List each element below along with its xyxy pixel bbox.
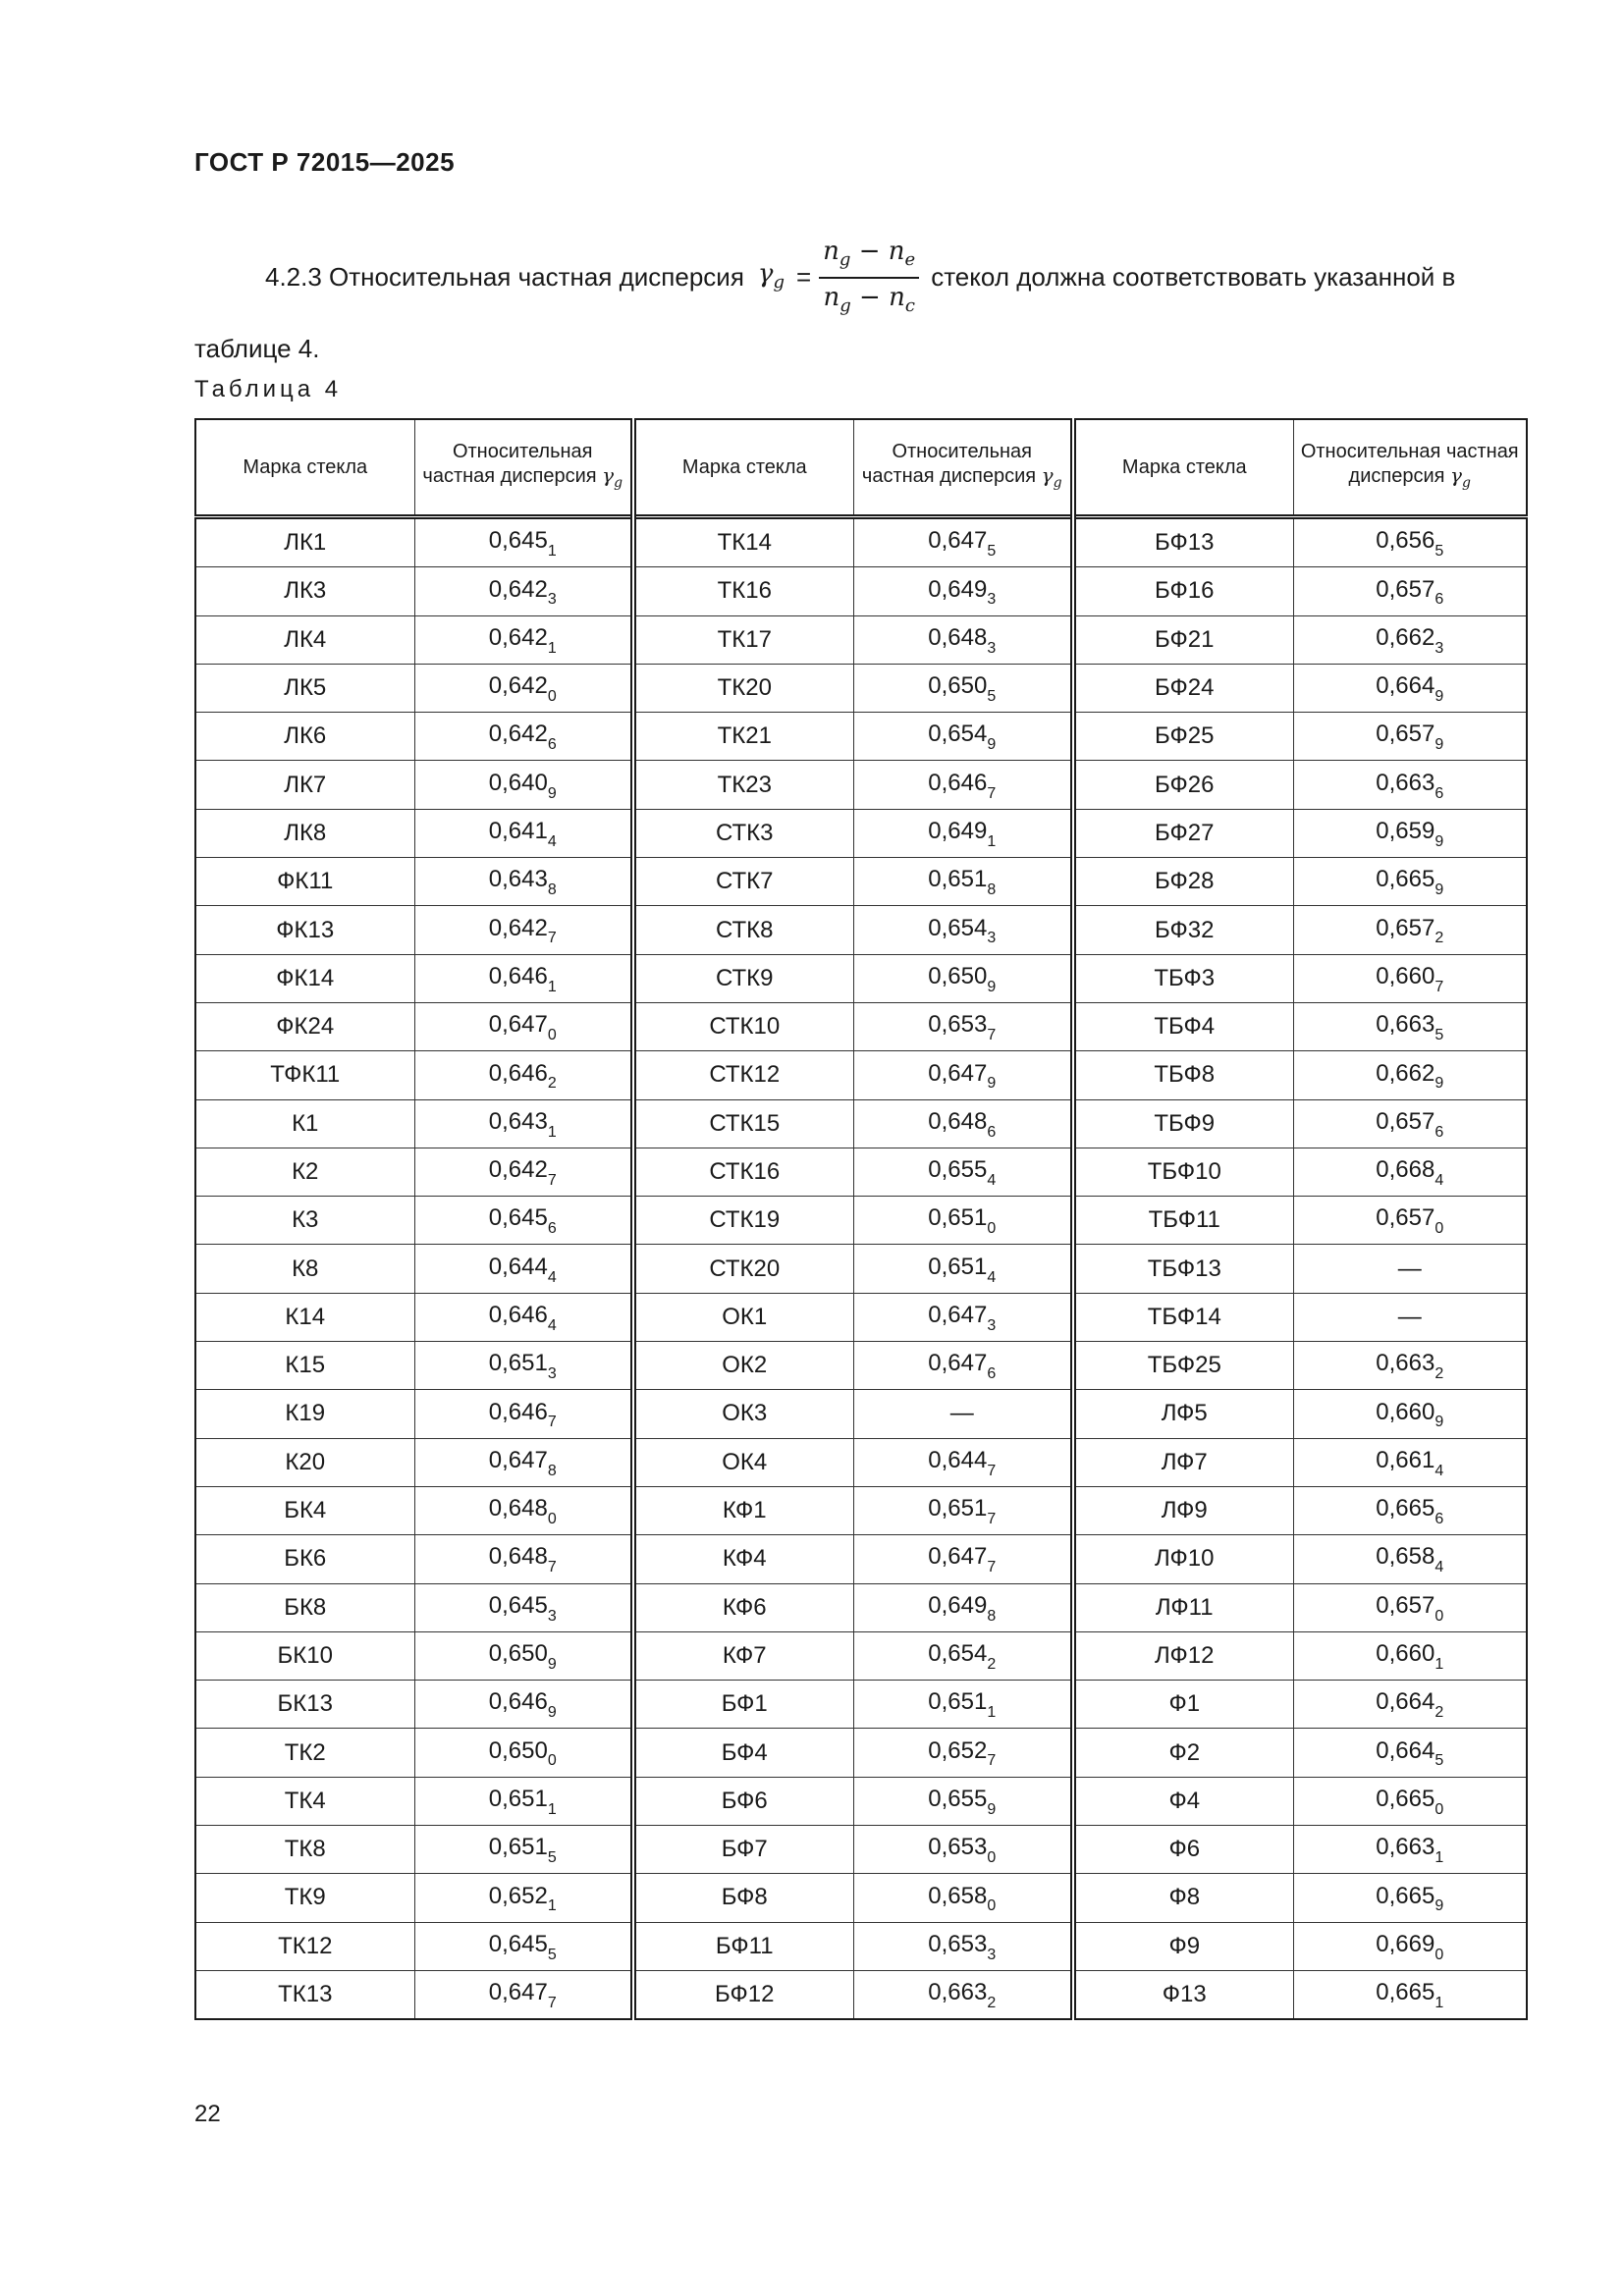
glass-mark-cell: БФ12 — [633, 1970, 853, 2019]
glass-mark-cell: ТБФ13 — [1073, 1245, 1293, 1293]
table-row — [195, 954, 1527, 1002]
dispersion-value-cell: $0,665_1$ — [1293, 1970, 1527, 2019]
dispersion-value-cell: $0,665_9$ — [1293, 858, 1527, 906]
dispersion-value-cell: — — [1293, 1293, 1527, 1341]
dispersion-value-cell: $0,645_5$ — [414, 1922, 633, 1970]
glass-mark-cell: К19 — [195, 1390, 414, 1438]
glass-mark-cell: ОК4 — [633, 1438, 853, 1486]
glass-mark-cell: К14 — [195, 1293, 414, 1341]
glass-mark-cell: БФ25 — [1073, 713, 1293, 761]
glass-mark-cell: СТК7 — [633, 858, 853, 906]
dispersion-value-cell: $0,664_2$ — [1293, 1681, 1527, 1729]
dispersion-value-cell: $0,647_0$ — [414, 1002, 633, 1050]
paragraph-4-2-3 — [194, 230, 1532, 361]
dispersion-value-cell: $0,669_0$ — [1293, 1922, 1527, 1970]
glass-mark-cell: ТБФ9 — [1073, 1099, 1293, 1148]
dispersion-value-cell: $0,647_8$ — [414, 1438, 633, 1486]
glass-mark-cell: ТФК11 — [195, 1051, 414, 1099]
glass-mark-cell: Ф9 — [1073, 1922, 1293, 1970]
dispersion-value-cell: $0,650_9$ — [414, 1631, 633, 1680]
table-row — [195, 1970, 1527, 2019]
dispersion-value-cell: $0,668_4$ — [1293, 1148, 1527, 1196]
equals-sign: = — [795, 262, 812, 292]
glass-mark-cell: К3 — [195, 1197, 414, 1245]
glass-mark-cell: СТК16 — [633, 1148, 853, 1196]
glass-mark-cell: ТК2 — [195, 1729, 414, 1777]
glass-mark-cell: ФК13 — [195, 906, 414, 954]
table-body — [195, 517, 1527, 2020]
dispersion-value-cell: $0,651_8$ — [853, 858, 1073, 906]
dispersion-value-cell: $0,646_4$ — [414, 1293, 633, 1341]
glass-mark-cell: ЛК6 — [195, 713, 414, 761]
glass-mark-cell: ТК23 — [633, 761, 853, 809]
dispersion-value-cell: $0,665_9$ — [1293, 1874, 1527, 1922]
glass-mark-cell: ТК14 — [633, 517, 853, 567]
glass-mark-cell: ЛК8 — [195, 809, 414, 857]
glass-mark-cell: ЛК1 — [195, 517, 414, 567]
glass-mark-cell: ЛФ11 — [1073, 1583, 1293, 1631]
glass-mark-cell: БФ32 — [1073, 906, 1293, 954]
glass-mark-cell: ТК17 — [633, 615, 853, 664]
glass-mark-cell: ОК2 — [633, 1342, 853, 1390]
dispersion-value-cell: $0,655_4$ — [853, 1148, 1073, 1196]
table-row — [195, 1631, 1527, 1680]
glass-mark-cell: ТК13 — [195, 1970, 414, 2019]
dispersion-value-cell: $0,659_9$ — [1293, 809, 1527, 857]
glass-mark-cell: СТК10 — [633, 1002, 853, 1050]
dispersion-value-cell: $0,641_4$ — [414, 809, 633, 857]
table-row — [195, 1535, 1527, 1583]
dispersion-value-cell: $0,647_6$ — [853, 1342, 1073, 1390]
dispersion-value-cell: $0,642_0$ — [414, 664, 633, 712]
glass-mark-cell: БК8 — [195, 1583, 414, 1631]
dispersion-value-cell: $0,649_8$ — [853, 1583, 1073, 1631]
dispersion-value-cell: $0,653_3$ — [853, 1922, 1073, 1970]
table-row — [195, 517, 1527, 567]
glass-mark-cell: БК4 — [195, 1486, 414, 1534]
dispersion-value-cell: $0,651_0$ — [853, 1197, 1073, 1245]
glass-mark-cell: КФ1 — [633, 1486, 853, 1534]
table-row — [195, 1826, 1527, 1874]
glass-mark-cell: ТК21 — [633, 713, 853, 761]
document-header: ГОСТ Р 72015—2025 — [194, 147, 456, 177]
table-row — [195, 858, 1527, 906]
dispersion-value-cell: — — [1293, 1245, 1527, 1293]
header-glass-mark: Марка стекла — [633, 419, 853, 517]
dispersion-value-cell: $0,662_9$ — [1293, 1051, 1527, 1099]
dispersion-value-cell: $0,654_9$ — [853, 713, 1073, 761]
dispersion-value-cell: $0,663_5$ — [1293, 1002, 1527, 1050]
dispersion-table — [194, 418, 1528, 2020]
dispersion-value-cell: $0,644_7$ — [853, 1438, 1073, 1486]
table-row — [195, 1099, 1527, 1148]
dispersion-value-cell: $0,657_2$ — [1293, 906, 1527, 954]
table-row — [195, 1874, 1527, 1922]
glass-mark-cell: К8 — [195, 1245, 414, 1293]
glass-mark-cell: БФ27 — [1073, 809, 1293, 857]
dispersion-value-cell: $0,660_1$ — [1293, 1631, 1527, 1680]
glass-mark-cell: ЛФ7 — [1073, 1438, 1293, 1486]
table-row — [195, 1148, 1527, 1196]
glass-mark-cell: СТК19 — [633, 1197, 853, 1245]
fraction-denominator: $n_g - n_c$ — [823, 283, 915, 317]
dispersion-fraction — [819, 236, 919, 317]
glass-mark-cell: БФ6 — [633, 1777, 853, 1825]
table-row — [195, 1051, 1527, 1099]
page-number: 22 — [194, 2101, 221, 2127]
glass-mark-cell: СТК3 — [633, 809, 853, 857]
header-relative-dispersion: Относительная частная дисперсия $\gamma_g$ — [414, 419, 633, 517]
dispersion-value-cell: $0,658_0$ — [853, 1874, 1073, 1922]
glass-mark-cell: Ф4 — [1073, 1777, 1293, 1825]
dispersion-value-cell: $0,663_2$ — [1293, 1342, 1527, 1390]
glass-mark-cell: БК13 — [195, 1681, 414, 1729]
dispersion-value-cell: $0,646_7$ — [414, 1390, 633, 1438]
glass-mark-cell: СТК20 — [633, 1245, 853, 1293]
glass-mark-cell: КФ7 — [633, 1631, 853, 1680]
glass-mark-cell: ТК8 — [195, 1826, 414, 1874]
dispersion-value-cell: $0,648_6$ — [853, 1099, 1073, 1148]
dispersion-value-cell: $0,654_3$ — [853, 906, 1073, 954]
table-row — [195, 713, 1527, 761]
dispersion-value-cell: $0,647_7$ — [853, 1535, 1073, 1583]
glass-mark-cell: К2 — [195, 1148, 414, 1196]
glass-mark-cell: ТК12 — [195, 1922, 414, 1970]
glass-mark-cell: ТБФ8 — [1073, 1051, 1293, 1099]
glass-mark-cell: ТК9 — [195, 1874, 414, 1922]
dispersion-value-cell: $0,651_5$ — [414, 1826, 633, 1874]
table-row — [195, 1438, 1527, 1486]
dispersion-value-cell: $0,656_5$ — [1293, 517, 1527, 567]
paragraph-line-1 — [194, 230, 1532, 324]
dispersion-value-cell: $0,651_7$ — [853, 1486, 1073, 1534]
dispersion-value-cell: $0,642_7$ — [414, 1148, 633, 1196]
table-row — [195, 906, 1527, 954]
dispersion-value-cell: $0,657_6$ — [1293, 567, 1527, 615]
dispersion-value-cell: $0,655_9$ — [853, 1777, 1073, 1825]
table-row — [195, 1729, 1527, 1777]
header-relative-dispersion: Относительная частная дисперсия $\gamma_g$ — [1293, 419, 1527, 517]
glass-mark-cell: ЛК5 — [195, 664, 414, 712]
glass-mark-cell: ФК14 — [195, 954, 414, 1002]
dispersion-value-cell: $0,657_9$ — [1293, 713, 1527, 761]
dispersion-value-cell: $0,651_1$ — [414, 1777, 633, 1825]
dispersion-value-cell: — — [853, 1390, 1073, 1438]
dispersion-value-cell: $0,642_6$ — [414, 713, 633, 761]
dispersion-value-cell: $0,652_7$ — [853, 1729, 1073, 1777]
glass-mark-cell: БК6 — [195, 1535, 414, 1583]
table-row — [195, 1293, 1527, 1341]
table-row — [195, 1390, 1527, 1438]
table-row — [195, 1245, 1527, 1293]
glass-mark-cell: БФ11 — [633, 1922, 853, 1970]
dispersion-value-cell: $0,642_7$ — [414, 906, 633, 954]
dispersion-value-cell: $0,645_3$ — [414, 1583, 633, 1631]
fraction-numerator: $n_g - n_e$ — [823, 236, 916, 270]
glass-mark-cell: СТК8 — [633, 906, 853, 954]
dispersion-value-cell: $0,657_6$ — [1293, 1099, 1527, 1148]
glass-mark-cell: БФ21 — [1073, 615, 1293, 664]
glass-mark-cell: Ф2 — [1073, 1729, 1293, 1777]
dispersion-value-cell: $0,643_8$ — [414, 858, 633, 906]
dispersion-value-cell: $0,640_9$ — [414, 761, 633, 809]
dispersion-value-cell: $0,658_4$ — [1293, 1535, 1527, 1583]
glass-mark-cell: ЛК4 — [195, 615, 414, 664]
table-row — [195, 615, 1527, 664]
dispersion-value-cell: $0,645_1$ — [414, 517, 633, 567]
glass-mark-cell: ЛФ5 — [1073, 1390, 1293, 1438]
table-row — [195, 664, 1527, 712]
glass-mark-cell: ТК20 — [633, 664, 853, 712]
header-glass-mark: Марка стекла — [1073, 419, 1293, 517]
table-row — [195, 1342, 1527, 1390]
header-relative-dispersion: Относительная частная дисперсия $\gamma_g$ — [853, 419, 1073, 517]
glass-mark-cell: Ф8 — [1073, 1874, 1293, 1922]
glass-mark-cell: Ф6 — [1073, 1826, 1293, 1874]
dispersion-value-cell: $0,660_9$ — [1293, 1390, 1527, 1438]
glass-mark-cell: БФ7 — [633, 1826, 853, 1874]
dispersion-value-cell: $0,648_3$ — [853, 615, 1073, 664]
table-row — [195, 1777, 1527, 1825]
dispersion-value-cell: $0,650_9$ — [853, 954, 1073, 1002]
glass-mark-cell: КФ4 — [633, 1535, 853, 1583]
glass-mark-cell: ТК4 — [195, 1777, 414, 1825]
glass-mark-cell: БФ8 — [633, 1874, 853, 1922]
dispersion-value-cell: $0,657_0$ — [1293, 1583, 1527, 1631]
glass-mark-cell: ЛК7 — [195, 761, 414, 809]
glass-mark-cell: БФ13 — [1073, 517, 1293, 567]
dispersion-value-cell: $0,650_5$ — [853, 664, 1073, 712]
dispersion-value-cell: $0,647_7$ — [414, 1970, 633, 2019]
dispersion-value-cell: $0,650_0$ — [414, 1729, 633, 1777]
glass-mark-cell: Ф13 — [1073, 1970, 1293, 2019]
dispersion-value-cell: $0,653_0$ — [853, 1826, 1073, 1874]
glass-mark-cell: БФ16 — [1073, 567, 1293, 615]
glass-mark-cell: СТК9 — [633, 954, 853, 1002]
glass-mark-cell: БФ1 — [633, 1681, 853, 1729]
glass-mark-cell: БК10 — [195, 1631, 414, 1680]
glass-mark-cell: ФК24 — [195, 1002, 414, 1050]
dispersion-value-cell: $0,661_4$ — [1293, 1438, 1527, 1486]
dispersion-value-cell: $0,646_7$ — [853, 761, 1073, 809]
dispersion-value-cell: $0,665_6$ — [1293, 1486, 1527, 1534]
dispersion-value-cell: $0,646_1$ — [414, 954, 633, 1002]
dispersion-value-cell: $0,643_1$ — [414, 1099, 633, 1148]
glass-mark-cell: К1 — [195, 1099, 414, 1148]
table-row — [195, 1922, 1527, 1970]
dispersion-value-cell: $0,665_0$ — [1293, 1777, 1527, 1825]
header-glass-mark: Марка стекла — [195, 419, 414, 517]
dispersion-value-cell: $0,649_3$ — [853, 567, 1073, 615]
dispersion-value-cell: $0,651_4$ — [853, 1245, 1073, 1293]
dispersion-value-cell: $0,648_7$ — [414, 1535, 633, 1583]
dispersion-value-cell: $0,645_6$ — [414, 1197, 633, 1245]
glass-mark-cell: ОК1 — [633, 1293, 853, 1341]
glass-mark-cell: К20 — [195, 1438, 414, 1486]
table-caption: Таблица 4 — [194, 376, 343, 402]
dispersion-value-cell: $0,651_3$ — [414, 1342, 633, 1390]
paragraph-number-text: 4.2.3 Относительная частная дисперсия — [265, 262, 744, 292]
table-header-row — [195, 419, 1527, 517]
glass-mark-cell: ЛФ12 — [1073, 1631, 1293, 1680]
glass-mark-cell: К15 — [195, 1342, 414, 1390]
dispersion-value-cell: $0,662_3$ — [1293, 615, 1527, 664]
glass-mark-cell: СТК12 — [633, 1051, 853, 1099]
glass-mark-cell: ОК3 — [633, 1390, 853, 1438]
dispersion-value-cell: $0,649_1$ — [853, 809, 1073, 857]
dispersion-value-cell: $0,663_1$ — [1293, 1826, 1527, 1874]
dispersion-value-cell: $0,660_7$ — [1293, 954, 1527, 1002]
glass-mark-cell: БФ4 — [633, 1729, 853, 1777]
glass-mark-cell: ЛФ9 — [1073, 1486, 1293, 1534]
table-row — [195, 567, 1527, 615]
glass-mark-cell: БФ26 — [1073, 761, 1293, 809]
glass-mark-cell: ТК16 — [633, 567, 853, 615]
table-row — [195, 761, 1527, 809]
dispersion-value-cell: $0,647_5$ — [853, 517, 1073, 567]
dispersion-value-cell: $0,642_1$ — [414, 615, 633, 664]
table-row — [195, 1486, 1527, 1534]
dispersion-value-cell: $0,653_7$ — [853, 1002, 1073, 1050]
dispersion-value-cell: $0,647_3$ — [853, 1293, 1073, 1341]
dispersion-value-cell: $0,646_9$ — [414, 1681, 633, 1729]
glass-mark-cell: ТБФ14 — [1073, 1293, 1293, 1341]
dispersion-value-cell: $0,642_3$ — [414, 567, 633, 615]
glass-mark-cell: ТБФ25 — [1073, 1342, 1293, 1390]
dispersion-value-cell: $0,663_6$ — [1293, 761, 1527, 809]
glass-mark-cell: ТБФ3 — [1073, 954, 1293, 1002]
table-row — [195, 1681, 1527, 1729]
glass-mark-cell: ТБФ4 — [1073, 1002, 1293, 1050]
table-row — [195, 1002, 1527, 1050]
glass-mark-cell: СТК15 — [633, 1099, 853, 1148]
glass-mark-cell: БФ28 — [1073, 858, 1293, 906]
dispersion-value-cell: $0,644_4$ — [414, 1245, 633, 1293]
glass-mark-cell: ФК11 — [195, 858, 414, 906]
dispersion-value-cell: $0,663_2$ — [853, 1970, 1073, 2019]
glass-mark-cell: ЛФ10 — [1073, 1535, 1293, 1583]
dispersion-value-cell: $0,654_2$ — [853, 1631, 1073, 1680]
table-row — [195, 1583, 1527, 1631]
dispersion-value-cell: $0,647_9$ — [853, 1051, 1073, 1099]
glass-mark-cell: БФ24 — [1073, 664, 1293, 712]
dispersion-value-cell: $0,664_9$ — [1293, 664, 1527, 712]
gamma-symbol: $\gamma_g$ — [757, 259, 785, 294]
dispersion-value-cell: $0,657_0$ — [1293, 1197, 1527, 1245]
table-row — [195, 809, 1527, 857]
paragraph-line-2: таблице 4. — [194, 334, 320, 363]
glass-mark-cell: ТБФ10 — [1073, 1148, 1293, 1196]
dispersion-value-cell: $0,651_1$ — [853, 1681, 1073, 1729]
glass-mark-cell: ТБФ11 — [1073, 1197, 1293, 1245]
glass-mark-cell: Ф1 — [1073, 1681, 1293, 1729]
dispersion-value-cell: $0,648_0$ — [414, 1486, 633, 1534]
glass-mark-cell: ЛК3 — [195, 567, 414, 615]
dispersion-value-cell: $0,646_2$ — [414, 1051, 633, 1099]
glass-mark-cell: КФ6 — [633, 1583, 853, 1631]
paragraph-text-after-formula: стекол должна соответствовать указанной в — [931, 262, 1456, 292]
dispersion-value-cell: $0,664_5$ — [1293, 1729, 1527, 1777]
table-row — [195, 1197, 1527, 1245]
dispersion-value-cell: $0,652_1$ — [414, 1874, 633, 1922]
